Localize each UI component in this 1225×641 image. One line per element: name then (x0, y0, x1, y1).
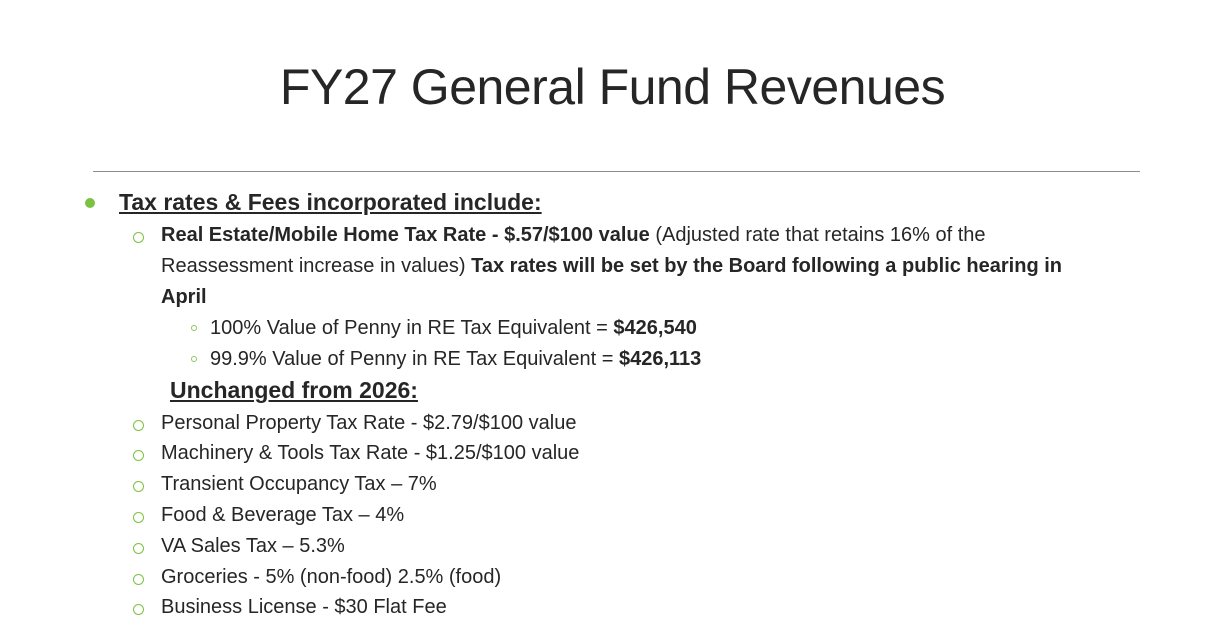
board-note-2: April (161, 286, 207, 308)
circle-bullet-icon (133, 481, 144, 492)
real-estate-note-2: Reassessment increase in values) (161, 255, 466, 277)
penny-value: $426,113 (618, 348, 702, 370)
slide-title: FY27 General Fund Revenues (279, 59, 946, 115)
real-estate-line-1 (161, 220, 986, 251)
circle-bullet-icon (133, 543, 144, 554)
real-estate-label: Real Estate/Mobile Home Tax Rate (161, 224, 487, 246)
list-item: Transient Occupancy Tax – 7% (161, 473, 437, 495)
board-note-1: Tax rates will be set by the Board following a public hearing in (465, 255, 1062, 277)
penny-text: 99.9% Value of Penny in RE Tax Equivalent = (210, 348, 619, 370)
list-item: VA Sales Tax – 5.3% (161, 535, 345, 557)
real-estate-line-3 (161, 282, 207, 313)
real-estate-sep: - (486, 224, 505, 246)
circle-bullet-icon (133, 512, 144, 523)
circle-bullet-icon (133, 420, 144, 431)
bullet-dot-icon (85, 198, 95, 208)
unchanged-heading: Unchanged from 2026: (170, 377, 418, 403)
real-estate-note-1: (Adjusted rate that retains 16% of the (649, 224, 986, 246)
list-item: Food & Beverage Tax – 4% (161, 504, 405, 526)
circle-bullet-icon (133, 574, 144, 585)
penny-value: $426,540 (613, 317, 697, 339)
real-estate-rate: $.57/$100 value (504, 224, 650, 246)
main-heading: Tax rates & Fees incorporated include: (119, 189, 542, 215)
list-item: Machinery & Tools Tax Rate - $1.25/$100 value (161, 442, 580, 464)
circle-bullet-icon (133, 450, 144, 461)
list-item: Personal Property Tax Rate - $2.79/$100 value (161, 412, 577, 434)
circle-bullet-icon (133, 604, 144, 615)
circle-bullet-icon (133, 232, 144, 243)
penny-text: 100% Value of Penny in RE Tax Equivalent = (210, 317, 614, 339)
penny-item (210, 344, 701, 375)
list-item: Groceries - 5% (non-food) 2.5% (food) (161, 566, 502, 588)
sub-bullet-icon (191, 325, 197, 331)
list-item: Business License - $30 Flat Fee (161, 596, 447, 618)
real-estate-line-2 (161, 251, 1062, 282)
sub-bullet-icon (191, 356, 197, 362)
penny-item (210, 313, 697, 344)
